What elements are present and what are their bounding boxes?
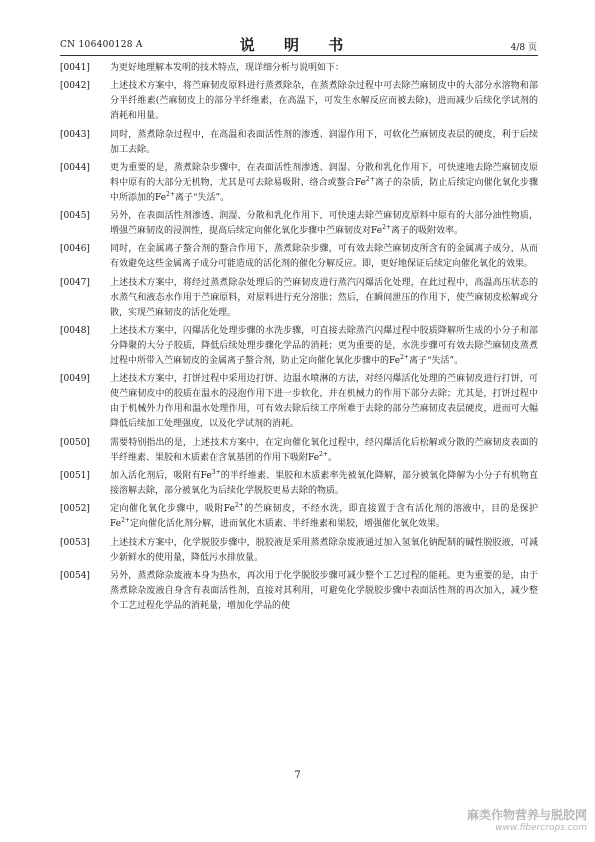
watermark-title: 麻类作物营养与脱胶网 xyxy=(466,808,587,822)
publication-number: CN 106400128 A xyxy=(60,40,143,50)
paragraph xyxy=(60,61,538,76)
document-title: 说 明 书 xyxy=(239,36,356,54)
paragraph-text: 需要特别指出的是，上述技术方案中，在定向催化氧化过程中，经闪爆活化后松解或分散的苎麻韧皮表面的半纤维素、果胶和木质素在含氧基团的作用下吸附$Fe^{2+}$。 xyxy=(110,437,538,463)
page-header xyxy=(0,0,595,54)
paragraph xyxy=(60,436,538,466)
paragraph-text: 上述技术方案中，将苎麻韧皮原料进行蒸煮除杂，在蒸煮除杂过程中可去除苎麻韧皮中的大部分水溶物和部分半纤维素(苎麻韧皮上的部分半纤维素，在高温下，可发生水解反应而被去除)，进而减少后续化学试剂的消耗和用量。 xyxy=(110,81,538,122)
paragraph-text: 另外，蒸煮除杂废液本身为热水，再次用于化学脱胶步骤可减少整个工艺过程的能耗。更为重要的是，由于蒸煮除杂废液自身含有表面活性剂，直接对其利用，可避免化学脱胶步骤中表面活性剂的再次加入，减少整个工艺过程化学品的消耗量，增加化学品的使 xyxy=(110,570,538,611)
paragraph-text: 上述技术方案中，化学脱胶步骤中，脱胶液是采用蒸煮除杂废液通过加入氢氧化钠配制的碱性脱胶液，可减少新鲜水的使用量，降低污水排放量。 xyxy=(110,537,538,563)
paragraph-number: [0048] xyxy=(60,326,90,337)
paragraph-number: [0052] xyxy=(60,504,90,515)
paragraph-number: [0042] xyxy=(60,81,90,92)
paragraph-text: 更为重要的是，蒸煮除杂步骤中，在表面活性剂渗透、润湿、分散和乳化作用下，可快速地去除苎麻韧皮原料中原有的大部分无机物，尤其是可去除易吸附、络合或螯合$Fe^{2+}$离子的杂质，防止后续定向催化氧化步骤中所添加的$Fe^{2+}$离子“失活”。 xyxy=(110,162,538,203)
paragraph-number: [0054] xyxy=(60,570,90,581)
paragraph-number: [0053] xyxy=(60,537,90,548)
paragraph xyxy=(60,209,538,239)
page-number: 7 xyxy=(294,770,301,781)
paragraph xyxy=(60,128,538,158)
document-body xyxy=(60,61,538,617)
page-count: 4/8 页 xyxy=(510,43,537,53)
paragraph-text: 上述技术方案中，将经过蒸煮除杂处理后的苎麻韧皮进行蒸汽闪爆活化处理，在此过程中，高温高压状态的水蒸气和液态水作用于苎麻原料，对原料进行充分溶胀；然后，在瞬间泄压的作用下，使苎麻韧皮松解或分散，实现苎麻韧皮的活化处理。 xyxy=(110,277,538,318)
paragraph xyxy=(60,276,538,321)
paragraph-text: 为更好地理解本发明的技术特点，现详细分析与说明如下： xyxy=(110,63,345,73)
paragraph xyxy=(60,372,538,432)
paragraph-number: [0041] xyxy=(60,63,90,73)
paragraph xyxy=(60,242,538,272)
paragraph-number: [0044] xyxy=(60,162,90,173)
paragraph-text: 上述技术方案中，闪爆活化处理步骤的水洗步骤，可直接去除蒸汽闪爆过程中胶质降解所生成的小分子和部分降聚的大分子胶质，降低后续处理步骤化学品的消耗；更为重要的是，水洗步骤可有效去除苎麻韧皮蒸煮过程中所带入苎麻韧皮的金属离子螯合剂，防止定向催化氧化步骤中的$Fe^{2+}$离子“失活”。 xyxy=(110,326,538,367)
paragraph-number: [0051] xyxy=(60,470,90,481)
paragraph xyxy=(60,569,538,614)
paragraph-number: [0046] xyxy=(60,244,90,255)
paragraph xyxy=(60,324,538,369)
paragraph-number: [0050] xyxy=(60,437,90,448)
paragraph-text: 加入活化剂后，吸附有$Fe^{3+}$的半纤维素、果胶和木质素率先被氧化降解，部分被氧化降解为小分子有机物直接溶解去除，部分被氧化为后续化学脱胶更易去除的物质。 xyxy=(110,468,538,496)
paragraph xyxy=(60,161,538,206)
paragraph-number: [0045] xyxy=(60,211,90,222)
paragraph-number: [0047] xyxy=(60,277,90,288)
paragraph xyxy=(60,502,538,532)
paragraph-text: 同时，在金属离子螯合剂的螯合作用下，蒸煮除杂步骤，可有效去除苎麻韧皮所含有的金属离子成分，从而有效避免这些金属离子成分可能造成的活化剂的催化分解反应。即，更好地保证后续定向催化氧化的效果。 xyxy=(110,244,538,270)
paragraph-number: [0049] xyxy=(60,374,90,385)
paragraph xyxy=(60,79,538,124)
paragraph-number: [0043] xyxy=(60,129,90,140)
watermark-url: www.fibercrops.com xyxy=(495,823,587,833)
paragraph-text: 同时，蒸煮除杂过程中，在高温和表面活性剂的渗透、润湿作用下，可软化苎麻韧皮表层的硬皮，利于后续加工去除。 xyxy=(110,129,538,155)
site-watermark xyxy=(467,806,587,833)
paragraph xyxy=(60,469,538,499)
paragraph-text: 另外，在表面活性剂渗透、润湿、分散和乳化作用下，可快速去除苎麻韧皮原料中原有的大部分油性物质，增强苎麻韧皮的浸润性，提高后续定向催化氧化步骤中苎麻韧皮对$Fe^{2+}$离子的吸附效率。 xyxy=(110,211,538,237)
paragraph xyxy=(60,536,538,566)
paragraph-text: 上述技术方案中，打饼过程中采用边打饼、边温水喷淋的方法，对经闪爆活化处理的苎麻韧皮进行打饼，可使苎麻韧皮中的胶质在温水的浸泡作用下进一步软化，并在机械力的作用下部分去除；尤其是，打饼过程中由于机械外力作用和温水处理作用，可有效去除后续工序所难于去除的部分苎麻韧皮表层硬皮，进而可大幅降低后续加工处理强度，以及化学试剂的消耗。 xyxy=(110,374,538,430)
paragraph-text: 定向催化氧化步骤中，吸附$Fe^{2+}$的苎麻韧皮，不经水洗，即直接置于含有活化剂的溶液中，目的是保护$Fe^{2+}$定向催化活化剂分解，进而氧化木质素、半纤维素和果胶，增强催化氧化效果。 xyxy=(110,502,538,530)
header-divider xyxy=(60,55,538,56)
